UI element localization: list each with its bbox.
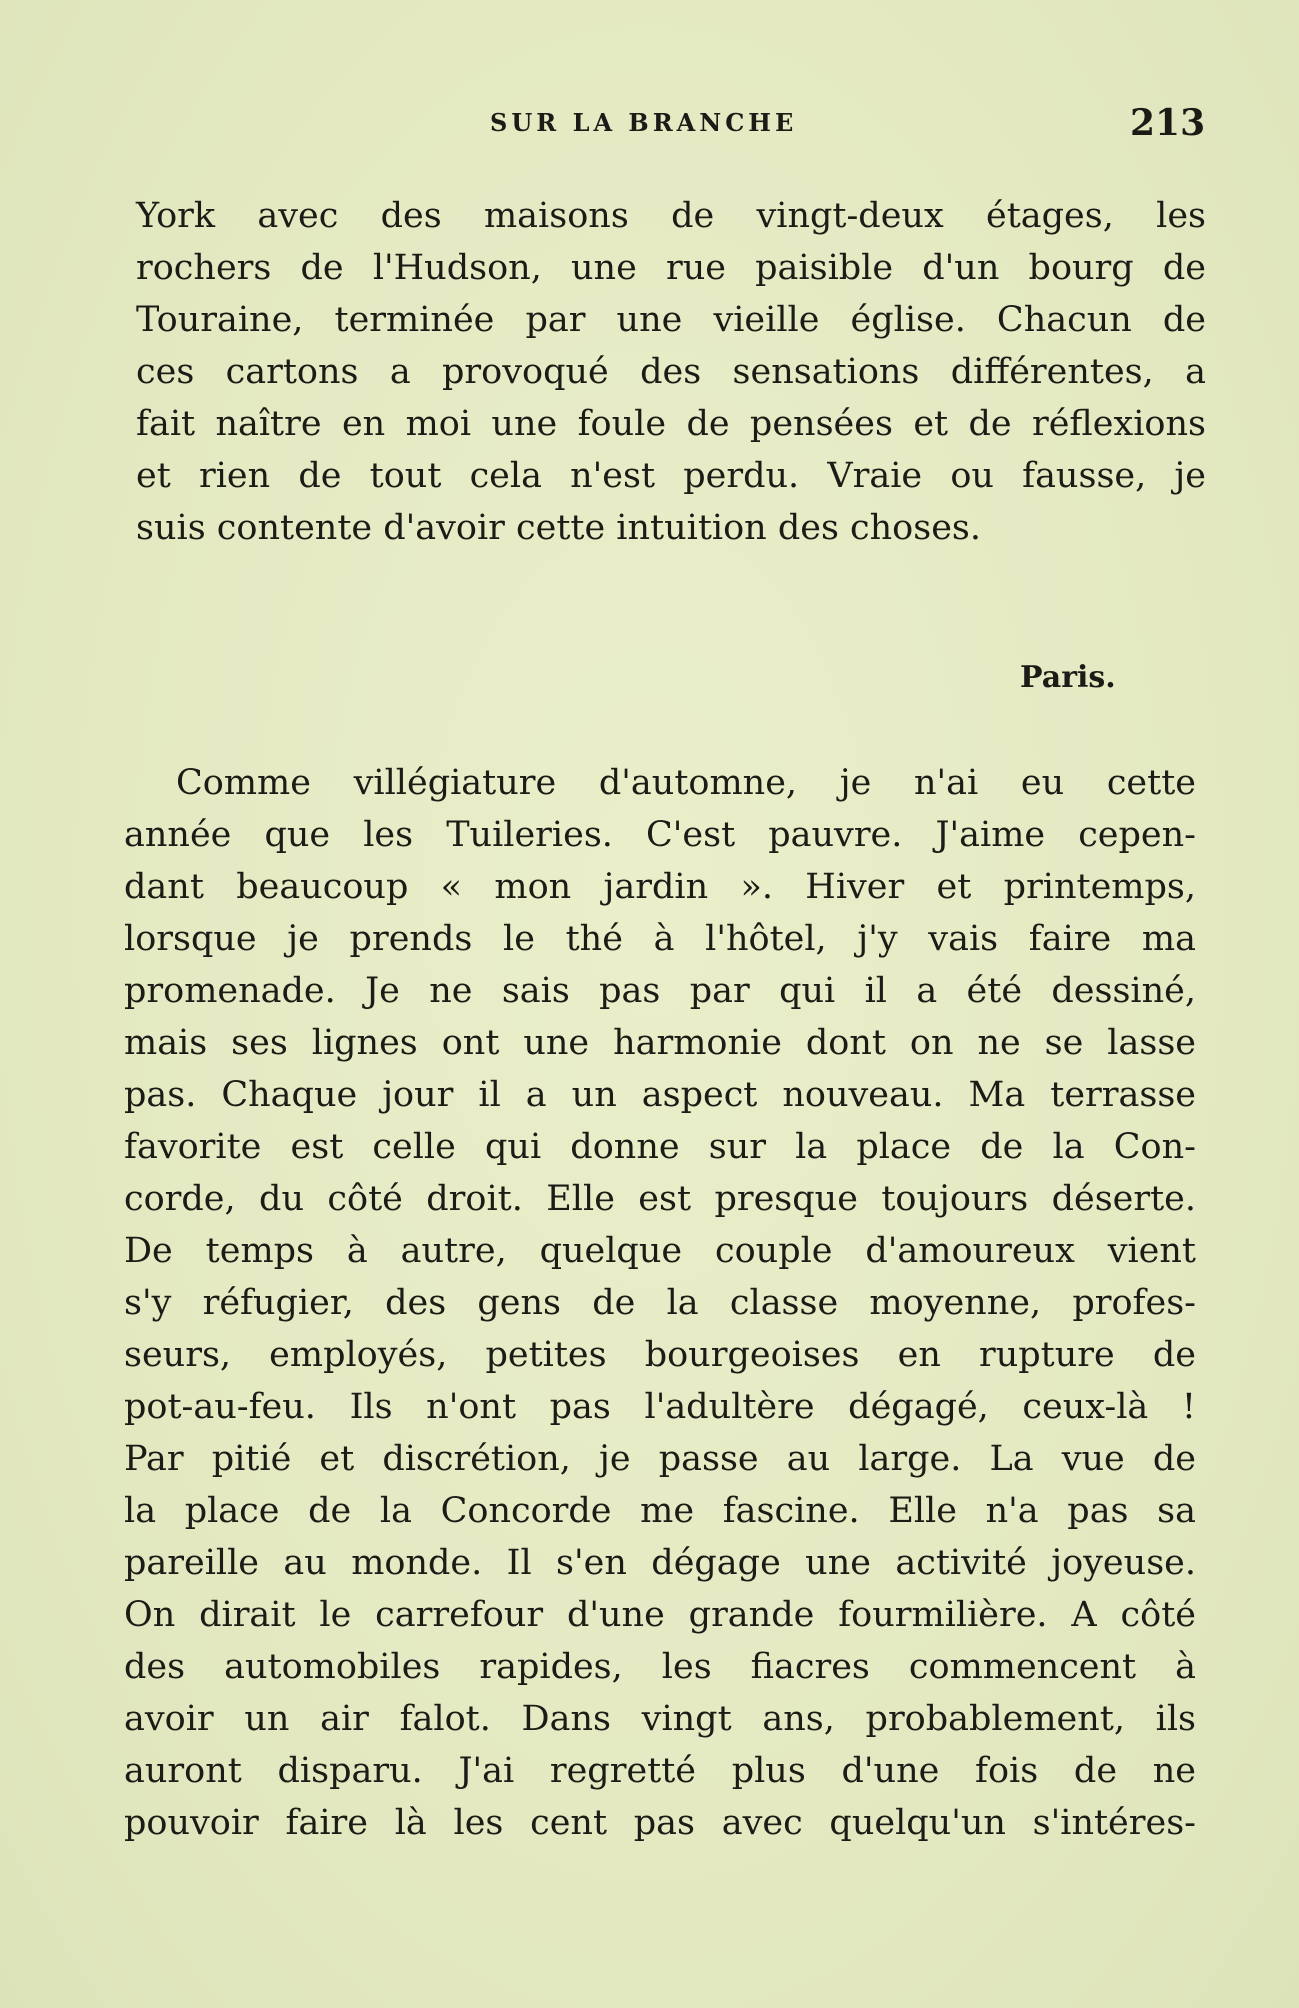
text-line: dant beaucoup « mon jardin ». Hiver et printemps, [124,867,1196,907]
page-number: 213 [1130,102,1206,144]
text-line: On dirait le carrefour d'une grande fourmilière. A côté [124,1595,1196,1635]
text-line: et rien de tout cela n'est perdu. Vraie ou fausse, je [136,456,1206,496]
text-line: pouvoir faire là les cent pas avec quelqu'un s'intéres- [124,1803,1196,1843]
text-line: pas. Chaque jour il a un aspect nouveau. Ma terrasse [124,1075,1196,1115]
running-head [0,102,1299,148]
text-line: suis contente d'avoir cette intuition des choses. [136,508,982,548]
text-line: Par pitié et discrétion, je passe au large. La vue de [124,1439,1196,1479]
place-signature: Paris. [1020,660,1116,695]
text-line: York avec des maisons de vingt-deux étages, les [136,196,1206,236]
text-line: Touraine, terminée par une vieille église. Chacun de [136,300,1206,340]
running-title: SUR LA BRANCHE [490,108,798,137]
text-line: s'y réfugier, des gens de la classe moyenne, profes- [124,1283,1196,1323]
text-line: De temps à autre, quelque couple d'amoureux vient [124,1231,1196,1271]
text-line: la place de la Concorde me fascine. Elle n'a pas sa [124,1491,1196,1531]
text-line: rochers de l'Hudson, une rue paisible d'un bourg de [136,248,1206,288]
text-line: mais ses lignes ont une harmonie dont on ne se lasse [124,1023,1196,1063]
text-line: promenade. Je ne sais pas par qui il a été dessiné, [124,971,1196,1011]
text-line: pareille au monde. Il s'en dégage une activité joyeuse. [124,1543,1196,1583]
text-line: Comme villégiature d'automne, je n'ai eu cette [176,763,1196,803]
text-line: favorite est celle qui donne sur la place de la Con- [124,1127,1196,1167]
text-line: année que les Tuileries. C'est pauvre. J'aime cepen- [124,815,1196,855]
text-line: auront disparu. J'ai regretté plus d'une fois de ne [124,1751,1196,1791]
text-line: des automobiles rapides, les fiacres commencent à [124,1647,1196,1687]
text-line: fait naître en moi une foule de pensées et de réflexions [136,404,1206,444]
text-line: seurs, employés, petites bourgeoises en rupture de [124,1335,1196,1375]
text-line: avoir un air falot. Dans vingt ans, probablement, ils [124,1699,1196,1739]
text-line: ces cartons a provoqué des sensations différentes, a [136,352,1206,392]
text-line: pot-au-feu. Ils n'ont pas l'adultère dégagé, ceux-là ! [124,1387,1196,1427]
text-line: lorsque je prends le thé à l'hôtel, j'y vais faire ma [124,919,1196,959]
text-line: corde, du côté droit. Elle est presque toujours déserte. [124,1179,1196,1219]
